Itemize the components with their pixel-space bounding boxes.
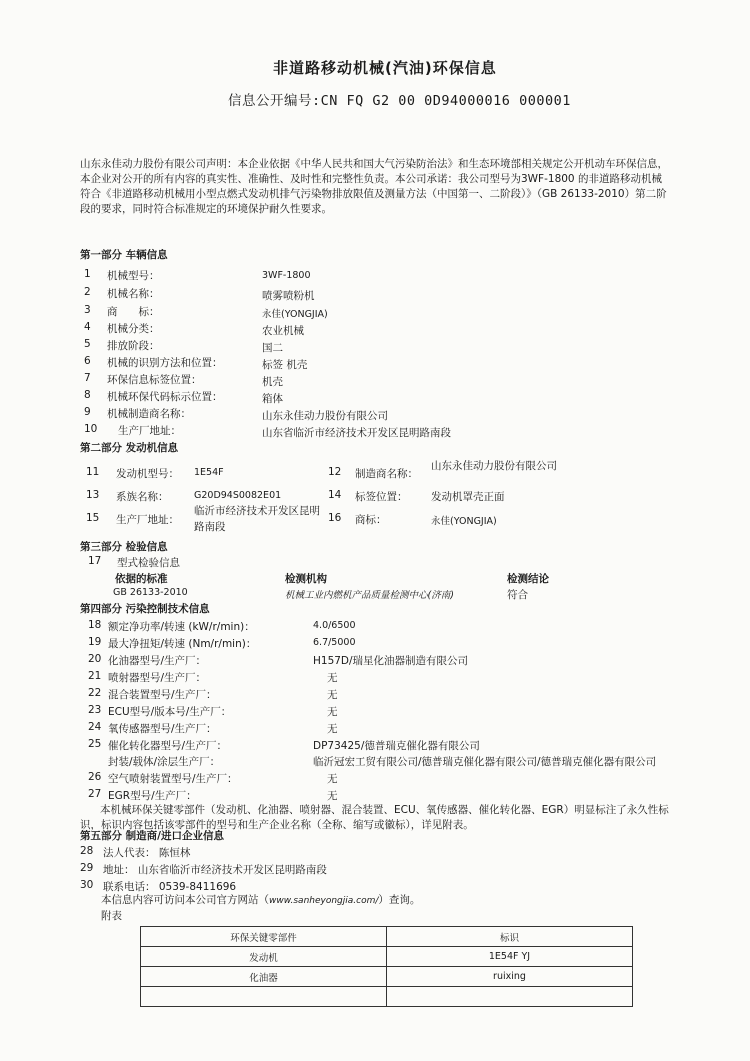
field-value: 1E54F xyxy=(194,467,224,478)
appendix-table xyxy=(140,926,633,1007)
field-value: 6.7/5000 xyxy=(313,637,356,648)
row-number: 1 xyxy=(84,268,91,280)
row-number: 13 xyxy=(86,489,100,501)
field-value: 临沂冠宏工贸有限公司/德普瑞克催化器有限公司/德普瑞克催化器有限公司 xyxy=(313,756,657,768)
field-label: 标签位置： xyxy=(355,491,408,503)
field-label: 制造商名称： xyxy=(355,468,418,480)
table-row xyxy=(141,947,633,967)
table-cell: ruixing xyxy=(387,967,633,987)
field-label: ECU型号/版本号/生产厂： xyxy=(108,706,232,718)
row-number: 14 xyxy=(328,489,342,501)
row-number: 17 xyxy=(88,555,102,567)
row-number: 8 xyxy=(84,389,91,401)
row-number: 10 xyxy=(84,423,98,435)
field-label: 混合装置型号/生产厂： xyxy=(108,689,217,701)
field-label: 机械名称： xyxy=(107,288,160,300)
field-label: 额定净功率/转速 (kW/r/min)： xyxy=(108,621,255,633)
row-number: 20 xyxy=(88,653,102,665)
section-pollution-control: 第四部分 污染控制技术信息 xyxy=(80,603,210,615)
page-title: 非道路移动机械(汽油)环保信息 xyxy=(273,59,497,77)
field-label: 喷射器型号/生产厂： xyxy=(108,672,207,684)
field-value: 箱体 xyxy=(262,393,283,405)
field-label: 机械的识别方法和位置： xyxy=(107,357,223,369)
column-header: 标识 xyxy=(387,927,633,947)
table-row xyxy=(141,967,633,987)
org-value: 机械工业内燃机产品质量检测中心(济南) xyxy=(285,590,454,601)
row-number: 24 xyxy=(88,721,102,733)
table-header-row xyxy=(141,927,633,947)
row-number: 9 xyxy=(84,406,91,418)
field-value: 山东永佳动力股份有限公司 xyxy=(431,460,557,472)
row-number: 21 xyxy=(88,670,102,682)
field-label: 商标： xyxy=(355,514,387,526)
row-number: 25 xyxy=(88,738,102,750)
column-header: 环保关键零部件 xyxy=(141,927,387,947)
website-link[interactable]: www.sanheyongjia.com/ xyxy=(269,896,379,906)
field-value: 永佳(YONGJIA) xyxy=(262,309,328,320)
field-value: 无 xyxy=(327,723,338,735)
field-value: DP73425/德普瑞克催化器有限公司 xyxy=(313,740,480,752)
table-cell: 发动机 xyxy=(141,947,387,967)
field-text: 法人代表： 陈恒林 xyxy=(103,847,191,859)
section-manufacturer-info: 第五部分 制造商/进口企业信息 xyxy=(80,830,224,842)
field-value: 无 xyxy=(327,706,338,718)
field-label: 最大净扭矩/转速 (Nm/r/min)： xyxy=(108,638,257,650)
column-header-org: 检测机构 xyxy=(285,573,327,585)
row-number: 27 xyxy=(88,788,102,800)
field-label: 氧传感器型号/生产厂： xyxy=(108,723,217,735)
field-label: 机械型号： xyxy=(107,270,160,282)
column-header-result: 检测结论 xyxy=(507,573,549,585)
field-label: 机械制造商名称： xyxy=(107,408,191,420)
website-line xyxy=(101,892,420,907)
row-number: 5 xyxy=(84,338,91,350)
row-number: 7 xyxy=(84,372,91,384)
field-value: 无 xyxy=(327,790,338,802)
table-cell xyxy=(141,987,387,1007)
row-number: 11 xyxy=(86,466,100,478)
field-label: 生产厂地址： xyxy=(118,425,181,437)
table-cell: 化油器 xyxy=(141,967,387,987)
field-label: 空气喷射装置型号/生产厂： xyxy=(108,773,238,785)
field-label: 机械环保代码标示位置： xyxy=(107,391,223,403)
row-number: 12 xyxy=(328,466,342,478)
components-note: 本机械环保关键零部件（发动机、化油器、喷射器、混合装置、ECU、氧传感器、催化转化器、EGR）明显标注了永久性标识，标识内容包括该零部件的型号和生产企业名称（全称、缩写或徽标），详见附表。 xyxy=(80,804,669,831)
row-number: 22 xyxy=(88,687,102,699)
field-label: 生产厂地址： xyxy=(116,514,179,526)
row-number: 26 xyxy=(88,771,102,783)
field-value: 3WF-1800 xyxy=(262,270,311,281)
field-value: 农业机械 xyxy=(262,325,304,337)
field-text: 地址： 山东省临沂市经济技术开发区昆明路南段 xyxy=(103,864,327,876)
field-value: G20D94S0082E01 xyxy=(194,490,282,501)
column-header-standard: 依据的标准 xyxy=(115,573,168,585)
field-label: 排放阶段： xyxy=(107,340,160,352)
section-vehicle-info: 第一部分 车辆信息 xyxy=(80,249,168,261)
row-number: 18 xyxy=(88,619,102,631)
field-label: 封装/载体/涂层生产厂： xyxy=(108,756,221,768)
website-prefix: 本信息内容可访问本公司官方网站（ xyxy=(101,894,269,906)
table-row xyxy=(141,987,633,1007)
field-label: 商 标： xyxy=(107,306,160,318)
field-label: 型式检验信息 xyxy=(117,557,180,569)
field-text: 联系电话： 0539-8411696 xyxy=(103,881,237,893)
result-value: 符合 xyxy=(507,589,528,601)
field-value: 4.0/6500 xyxy=(313,620,356,631)
section-engine-info: 第二部分 发动机信息 xyxy=(80,442,179,454)
row-number: 28 xyxy=(80,845,94,857)
row-number: 3 xyxy=(84,304,91,316)
field-value: 国二 xyxy=(262,342,283,354)
appendix-label: 附表 xyxy=(101,910,122,922)
field-label: 环保信息标签位置： xyxy=(107,374,202,386)
field-label: 系族名称： xyxy=(116,491,169,503)
table-cell xyxy=(387,987,633,1007)
table-cell: 1E54F YJ xyxy=(387,947,633,967)
field-label: 发动机型号： xyxy=(116,468,179,480)
statement: 山东永佳动力股份有限公司声明：本企业依据《中华人民共和国大气污染防治法》和生态环境部相关规定公开机动车环保信息，本企业对公开的所有内容的真实性、准确性、及时性和完整性负责。本公司承诺：我公司型号为3WF-1800 的非道路移动机械符合《非道路移动机械用小型点燃式发动机排气污染物排放限值及测量方法（中国第一、二阶段）》（GB 26133-2010）第二阶段的要求，同时符合标准规定的环境保护耐久性要求。 xyxy=(80,158,668,215)
field-label: EGR型号/生产厂： xyxy=(108,790,197,802)
field-value: 无 xyxy=(327,773,338,785)
row-number: 29 xyxy=(80,862,94,874)
section-inspection-info: 第三部分 检验信息 xyxy=(80,541,168,553)
row-number: 4 xyxy=(84,321,91,333)
field-value: 无 xyxy=(327,672,338,684)
field-value: 喷雾喷粉机 xyxy=(262,290,315,302)
field-value: 山东省临沂市经济技术开发区昆明路南段 xyxy=(262,427,451,439)
field-label: 机械分类： xyxy=(107,323,160,335)
row-number: 2 xyxy=(84,286,91,298)
row-number: 30 xyxy=(80,879,94,891)
field-value: 标签 机壳 xyxy=(262,359,308,371)
row-number: 16 xyxy=(328,512,342,524)
field-value: 临沂市经济技术开发区昆明路南段 xyxy=(194,505,320,533)
disclosure-number: 信息公开编号:CN FQ G2 00 0D94000016 000001 xyxy=(228,93,571,109)
row-number: 19 xyxy=(88,636,102,648)
field-label: 化油器型号/生产厂： xyxy=(108,655,207,667)
field-value: H157D/瑞星化油器制造有限公司 xyxy=(313,655,469,667)
field-value: 机壳 xyxy=(262,376,283,388)
field-value: 山东永佳动力股份有限公司 xyxy=(262,410,388,422)
row-number: 6 xyxy=(84,355,91,367)
field-value: 永佳(YONGJIA) xyxy=(431,516,497,527)
row-number: 15 xyxy=(86,512,100,524)
website-suffix: ）查询。 xyxy=(378,894,421,906)
field-value: 无 xyxy=(327,689,338,701)
field-value: 发动机罩壳正面 xyxy=(431,491,505,503)
field-label: 催化转化器型号/生产厂： xyxy=(108,740,228,752)
standard-value: GB 26133-2010 xyxy=(113,587,188,598)
row-number: 23 xyxy=(88,704,102,716)
